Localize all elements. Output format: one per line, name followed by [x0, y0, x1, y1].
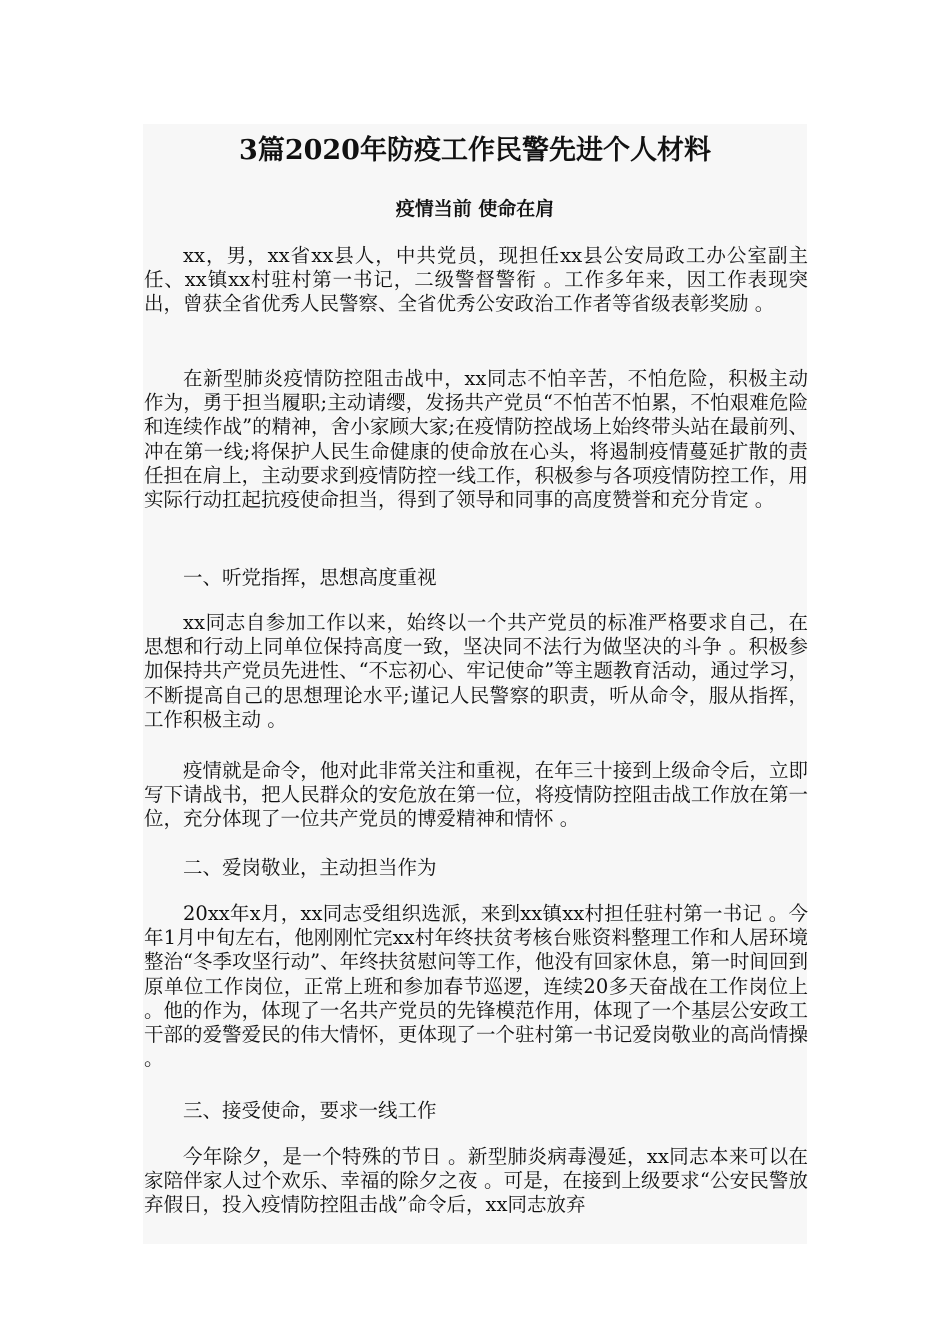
paragraph-fight: 在新型肺炎疫情防控阻击战中，xx同志不怕辛苦，不怕危险，积极主动作为，勇于担当履职;主动请缨，发扬共产党员“不怕苦不怕累，不怕艰难危险和连续作战”的精神，舍小家顾大家;在疫情防控战场上始终带头站在最前列、冲在第一线;将保护人民生命健康的使命放在心头，将遏制疫情蔓延扩散的责任担在肩上，主动要求到疫情防控一线工作，积极参与各项疫情防控工作，用实际行动扛起抗疫使命担当，得到了领导和同事的高度赞誉和充分肯定 。: [144, 367, 808, 512]
document-title: 3篇2020年防疫工作民警先进个人材料: [239, 135, 711, 166]
paragraph-section-3: 今年除夕，是一个特殊的节日 。新型肺炎病毒漫延，xx同志本来可以在家陪伴家人过个欢乐、幸福的除夕之夜 。可是，在接到上级要求“公安民警放弃假日，投入疫情防控阻击战”命令后，xx同志放弃: [144, 1145, 808, 1217]
section-heading-1: 一、听党指挥，思想高度重视: [183, 566, 437, 589]
paragraph-section-1: xx同志自参加工作以来，始终以一个共产党员的标准严格要求自己，在思想和行动上同单位保持高度一致，坚决同不法行为做坚决的斗争 。积极参加保持共产党员先进性、“不忘初心、牢记使命”等主题教育活动，通过学习，不断提高自己的思想理论水平;谨记人民警察的职责，听从命令，服从指挥，工作积极主动 。: [144, 611, 808, 731]
paragraph-section-2: 20xx年x月，xx同志受组织选派，来到xx镇xx村担任驻村第一书记 。今年1月中旬左右，他刚刚忙完xx村年终扶贫考核台账资料整理工作和人居环境整治“冬季攻坚行动”、年终扶贫慰问等工作，他没有回家休息，第一时间回到原单位工作岗位，正常上班和参加春节巡逻，连续20多天奋战在工作岗位上 。他的作为，体现了一名共产党员的先锋模范作用，体现了一个基层公安政工干部的爱警爱民的伟大情怀，更体现了一个驻村第一书记爱岗敬业的高尚情操 。: [144, 902, 808, 1071]
document-subtitle: 疫情当前 使命在肩: [395, 198, 555, 220]
section-heading-3: 三、接受使命，要求一线工作: [183, 1099, 437, 1122]
paragraph-command: 疫情就是命令，他对此非常关注和重视，在年三十接到上级命令后，立即写下请战书，把人民群众的安危放在第一位，将疫情防控阻击战工作放在第一位，充分体现了一位共产党员的博爱精神和情怀 。: [144, 759, 808, 831]
section-heading-2: 二、爱岗敬业，主动担当作为: [183, 856, 437, 879]
paragraph-intro: xx，男，xx省xx县人，中共党员，现担任xx县公安局政工办公室副主任、xx镇xx村驻村第一书记，二级警督警衔 。工作多年来，因工作表现突出，曾获全省优秀人民警察、全省优秀公安政治工作者等省级表彰奖励 。: [144, 244, 808, 316]
